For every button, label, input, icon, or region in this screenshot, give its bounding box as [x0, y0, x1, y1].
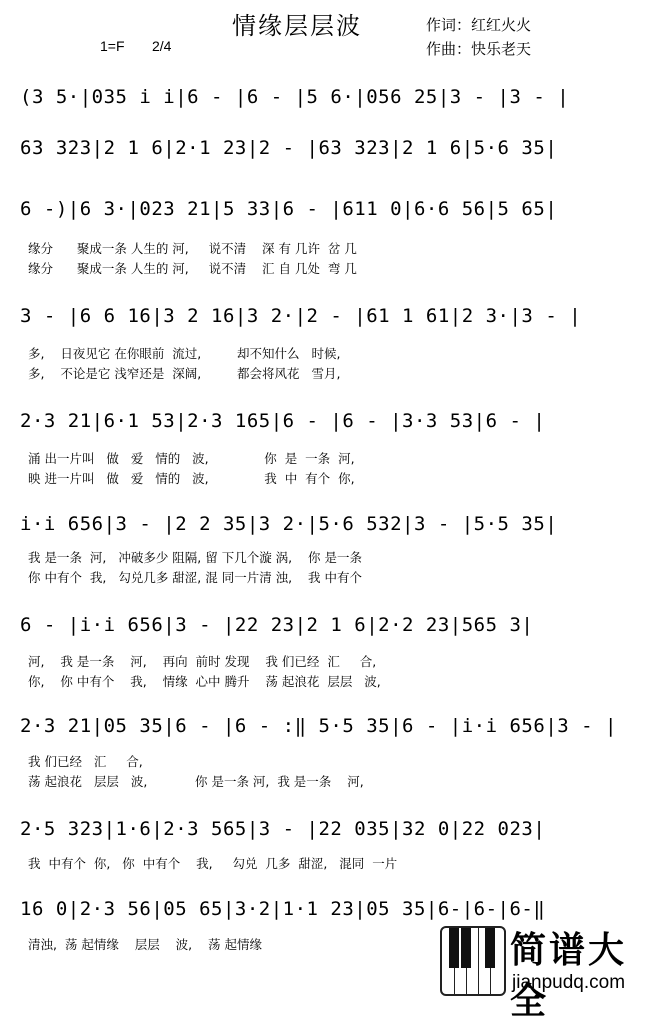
lyric-line-5b: 映 进一片叫 做 爱 情的 波, 我 中 有个 你,	[28, 471, 355, 486]
lyric-line-8a: 我 们已经 汇 合,	[28, 754, 143, 769]
staff-line-8: 2·3 21|05 35|6 - |6 - :‖ 5·5 35|6 - |i·i 656|3 - |	[20, 715, 617, 737]
staff-line-1: (3 5·|035 i i|6 - |6 - |5 6·|056 25|3 - |3 - |	[20, 86, 570, 108]
lyric-line-3a: 缘分 聚成一条 人生的 河, 说不清 深 有 几许 岔 几	[28, 241, 357, 256]
lyric-line-9: 我 中有个 你, 你 中有个 我, 勾兑 几多 甜涩, 混同 一片	[28, 856, 398, 871]
lyric-line-10: 清浊, 荡 起情缘 层层 波, 荡 起情缘	[28, 937, 263, 952]
lyric-line-7b: 你, 你 中有个 我, 情缘 心中 腾升 荡 起浪花 层层 波,	[28, 674, 381, 689]
lyric-line-5a: 涌 出一片叫 做 爱 情的 波, 你 是 一条 河,	[28, 451, 355, 466]
composer-credit: 作曲：快乐老天	[426, 40, 532, 58]
lyric-line-4b: 多, 不论是它 浅窄还是 深阔, 都会将风花 雪月,	[28, 366, 341, 381]
watermark-brand: 简谱大全	[510, 930, 628, 1022]
watermark-logo	[440, 922, 654, 1022]
lyric-line-6a: 我 是一条 河, 冲破多少 阻隔, 留 下几个漩 涡, 你 是一条	[28, 550, 363, 565]
lyricist-credit: 作词：红红火火	[426, 16, 532, 34]
time-signature: 2/4	[152, 38, 172, 54]
lyric-line-7a: 河, 我 是一条 河, 再向 前时 发现 我 们已经 汇 合,	[28, 654, 377, 669]
piano-keys-icon	[440, 926, 506, 996]
watermark-site: jianpudq.com	[512, 972, 626, 993]
key-signature: 1=F	[100, 38, 125, 54]
lyric-line-6b: 你 中有个 我, 勾兑几多 甜涩, 混 同一片清 浊, 我 中有个	[28, 570, 363, 585]
staff-line-5: 2·3 21|6·1 53|2·3 165|6 - |6 - |3·3 53|6 - |	[20, 410, 546, 432]
score-title: 情缘层层波	[232, 12, 362, 40]
lyric-line-8b: 荡 起浪花 层层 波, 你 是一条 河, 我 是一条 河,	[28, 774, 364, 789]
staff-line-7: 6 - |i·i 656|3 - |22 23|2 1 6|2·2 23|565 3|	[20, 614, 534, 636]
staff-line-2: 63 323|2 1 6|2·1 23|2 - |63 323|2 1 6|5·6 35|	[20, 137, 558, 159]
staff-line-9: 2·5 323|1·6|2·3 565|3 - |22 035|32 0|22 023|	[20, 818, 546, 840]
lyric-line-3b: 缘分 聚成一条 人生的 河, 说不清 汇 自 几处 弯 几	[28, 261, 357, 276]
staff-line-3: 6 -)|6 3·|023 21|5 33|6 - |611 0|6·6 56|5 65|	[20, 198, 558, 220]
staff-line-6: i·i 656|3 - |2 2 35|3 2·|5·6 532|3 - |5·5 35|	[20, 513, 558, 535]
staff-line-10: 16 0|2·3 56|05 65|3·2|1·1 23|05 35|6-|6-|6-‖	[20, 898, 546, 920]
staff-line-4: 3 - |6 6 16|3 2 16|3 2·|2 - |61 1 61|2 3·|3 - |	[20, 305, 582, 327]
lyric-line-4a: 多, 日夜见它 在你眼前 流过, 却不知什么 时候,	[28, 346, 341, 361]
